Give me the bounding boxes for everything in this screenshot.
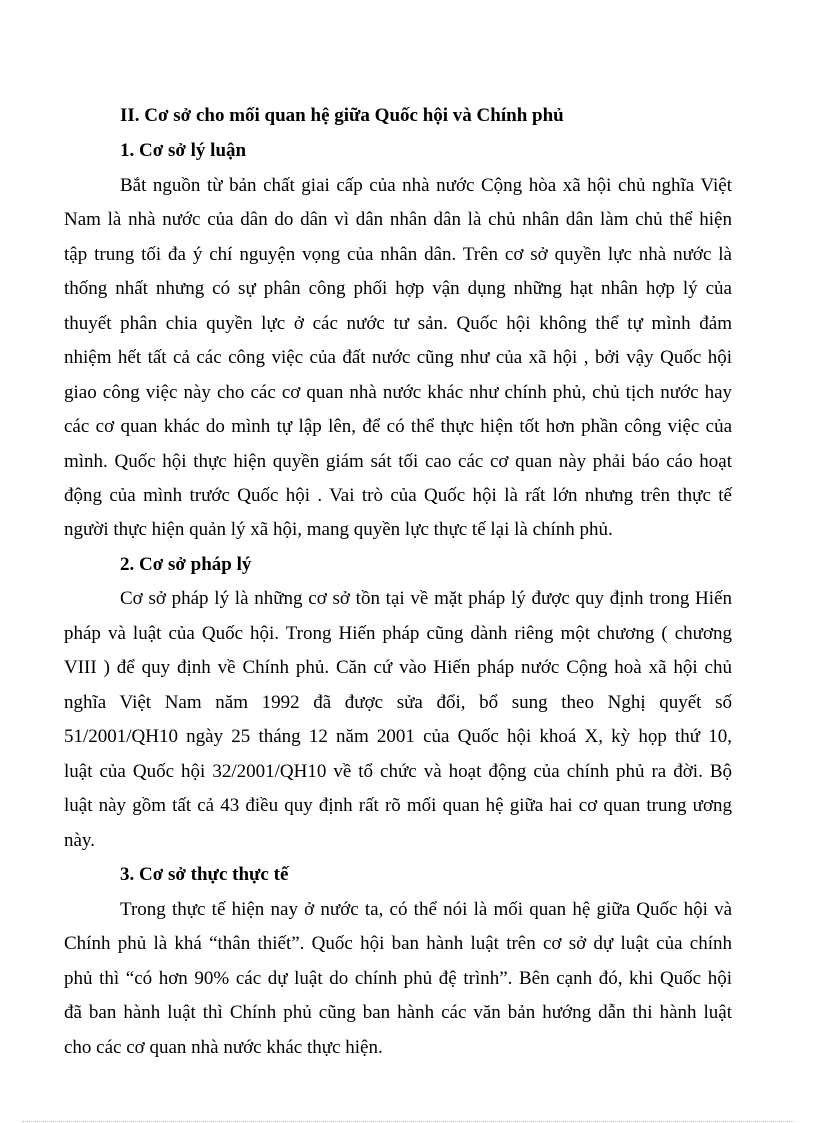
paragraph-line: động của mình trước Quốc hội . Vai trò của Quốc hội là rất lớn nhưng trên thực tế: [64, 485, 732, 506]
paragraph-line: Nam là nhà nước của dân do dân vì dân nhân dân là chủ nhân dân làm chủ thể hiện: [64, 209, 732, 230]
paragraph-line: này.: [64, 830, 95, 851]
section2-heading: 2. Cơ sở pháp lý: [120, 554, 252, 575]
paragraph-line: tập trung tối đa ý chí nguyện vọng của nhân dân. Trên cơ sở quyền lực nhà nước là: [64, 244, 732, 265]
paragraph-line: luật này gồm tất cả 43 điều quy định rất rõ mối quan hệ giữa hai cơ quan trung ương: [64, 795, 732, 816]
paragraph-line: nghĩa Việt Nam năm 1992 đã được sửa đổi, bổ sung theo Nghị quyết số: [64, 692, 732, 713]
paragraph-line: thuyết phân chia quyền lực ở các nước tư sản. Quốc hội không thể tự mình đảm: [64, 313, 732, 334]
paragraph-line: người thực hiện quản lý xã hội, mang quyền lực thực tế lại là chính phủ.: [64, 519, 613, 540]
paragraph-line: thống nhất nhưng có sự phân công phối hợp vận dụng những hạt nhân hợp lý của: [64, 278, 732, 299]
main-heading: II. Cơ sở cho mối quan hệ giữa Quốc hội và Chính phủ: [120, 105, 564, 126]
page-bottom-rule: [22, 1121, 794, 1122]
paragraph-line: các cơ quan khác do mình tự lập lên, để có thể thực hiện tốt hơn phần công việc của: [64, 416, 732, 437]
paragraph-line: Cơ sở pháp lý là những cơ sở tồn tại về mặt pháp lý được quy định trong Hiến: [120, 588, 732, 609]
section3-heading: 3. Cơ sở thực thực tế: [120, 864, 289, 885]
paragraph-line: giao công việc này cho các cơ quan nhà nước khác như chính phủ, chủ tịch nước hay: [64, 382, 732, 403]
paragraph-line: Bắt nguồn từ bản chất giai cấp của nhà nước Cộng hòa xã hội chủ nghĩa Việt: [120, 175, 732, 196]
section1-heading: 1. Cơ sở lý luận: [120, 140, 247, 161]
paragraph-line: cho các cơ quan nhà nước khác thực hiện.: [64, 1037, 383, 1058]
paragraph-line: pháp và luật của Quốc hội. Trong Hiến pháp cũng dành riêng một chương ( chương: [64, 623, 732, 644]
paragraph-line: phủ thì “có hơn 90% các dự luật do chính phủ đệ trình”. Bên cạnh đó, khi Quốc hội: [64, 968, 732, 989]
paragraph-line: luật của Quốc hội 32/2001/QH10 về tổ chức và hoạt động của chính phủ ra đời. Bộ: [64, 761, 732, 782]
paragraph-line: Trong thực tế hiện nay ở nước ta, có thể nói là mối quan hệ giữa Quốc hội và: [120, 899, 732, 920]
paragraph-line: 51/2001/QH10 ngày 25 tháng 12 năm 2001 của Quốc hội khoá X, kỳ họp thứ 10,: [64, 726, 732, 747]
paragraph-line: VIII ) để quy định về Chính phủ. Căn cứ vào Hiến pháp nước Cộng hoà xã hội chủ: [64, 657, 732, 678]
paragraph-line: nhiệm hết tất cả các công việc của đất nước cũng như của xã hội , bởi vậy Quốc hội: [64, 347, 732, 368]
paragraph-line: Chính phủ là khá “thân thiết”. Quốc hội ban hành luật trên cơ sở dự luật của chính: [64, 933, 732, 954]
paragraph-line: mình. Quốc hội thực hiện quyền giám sát tối cao các cơ quan này phải báo cáo hoạt: [64, 451, 732, 472]
paragraph-line: đã ban hành luật thì Chính phủ cũng ban hành các văn bản hướng dẫn thi hành luật: [64, 1002, 732, 1023]
